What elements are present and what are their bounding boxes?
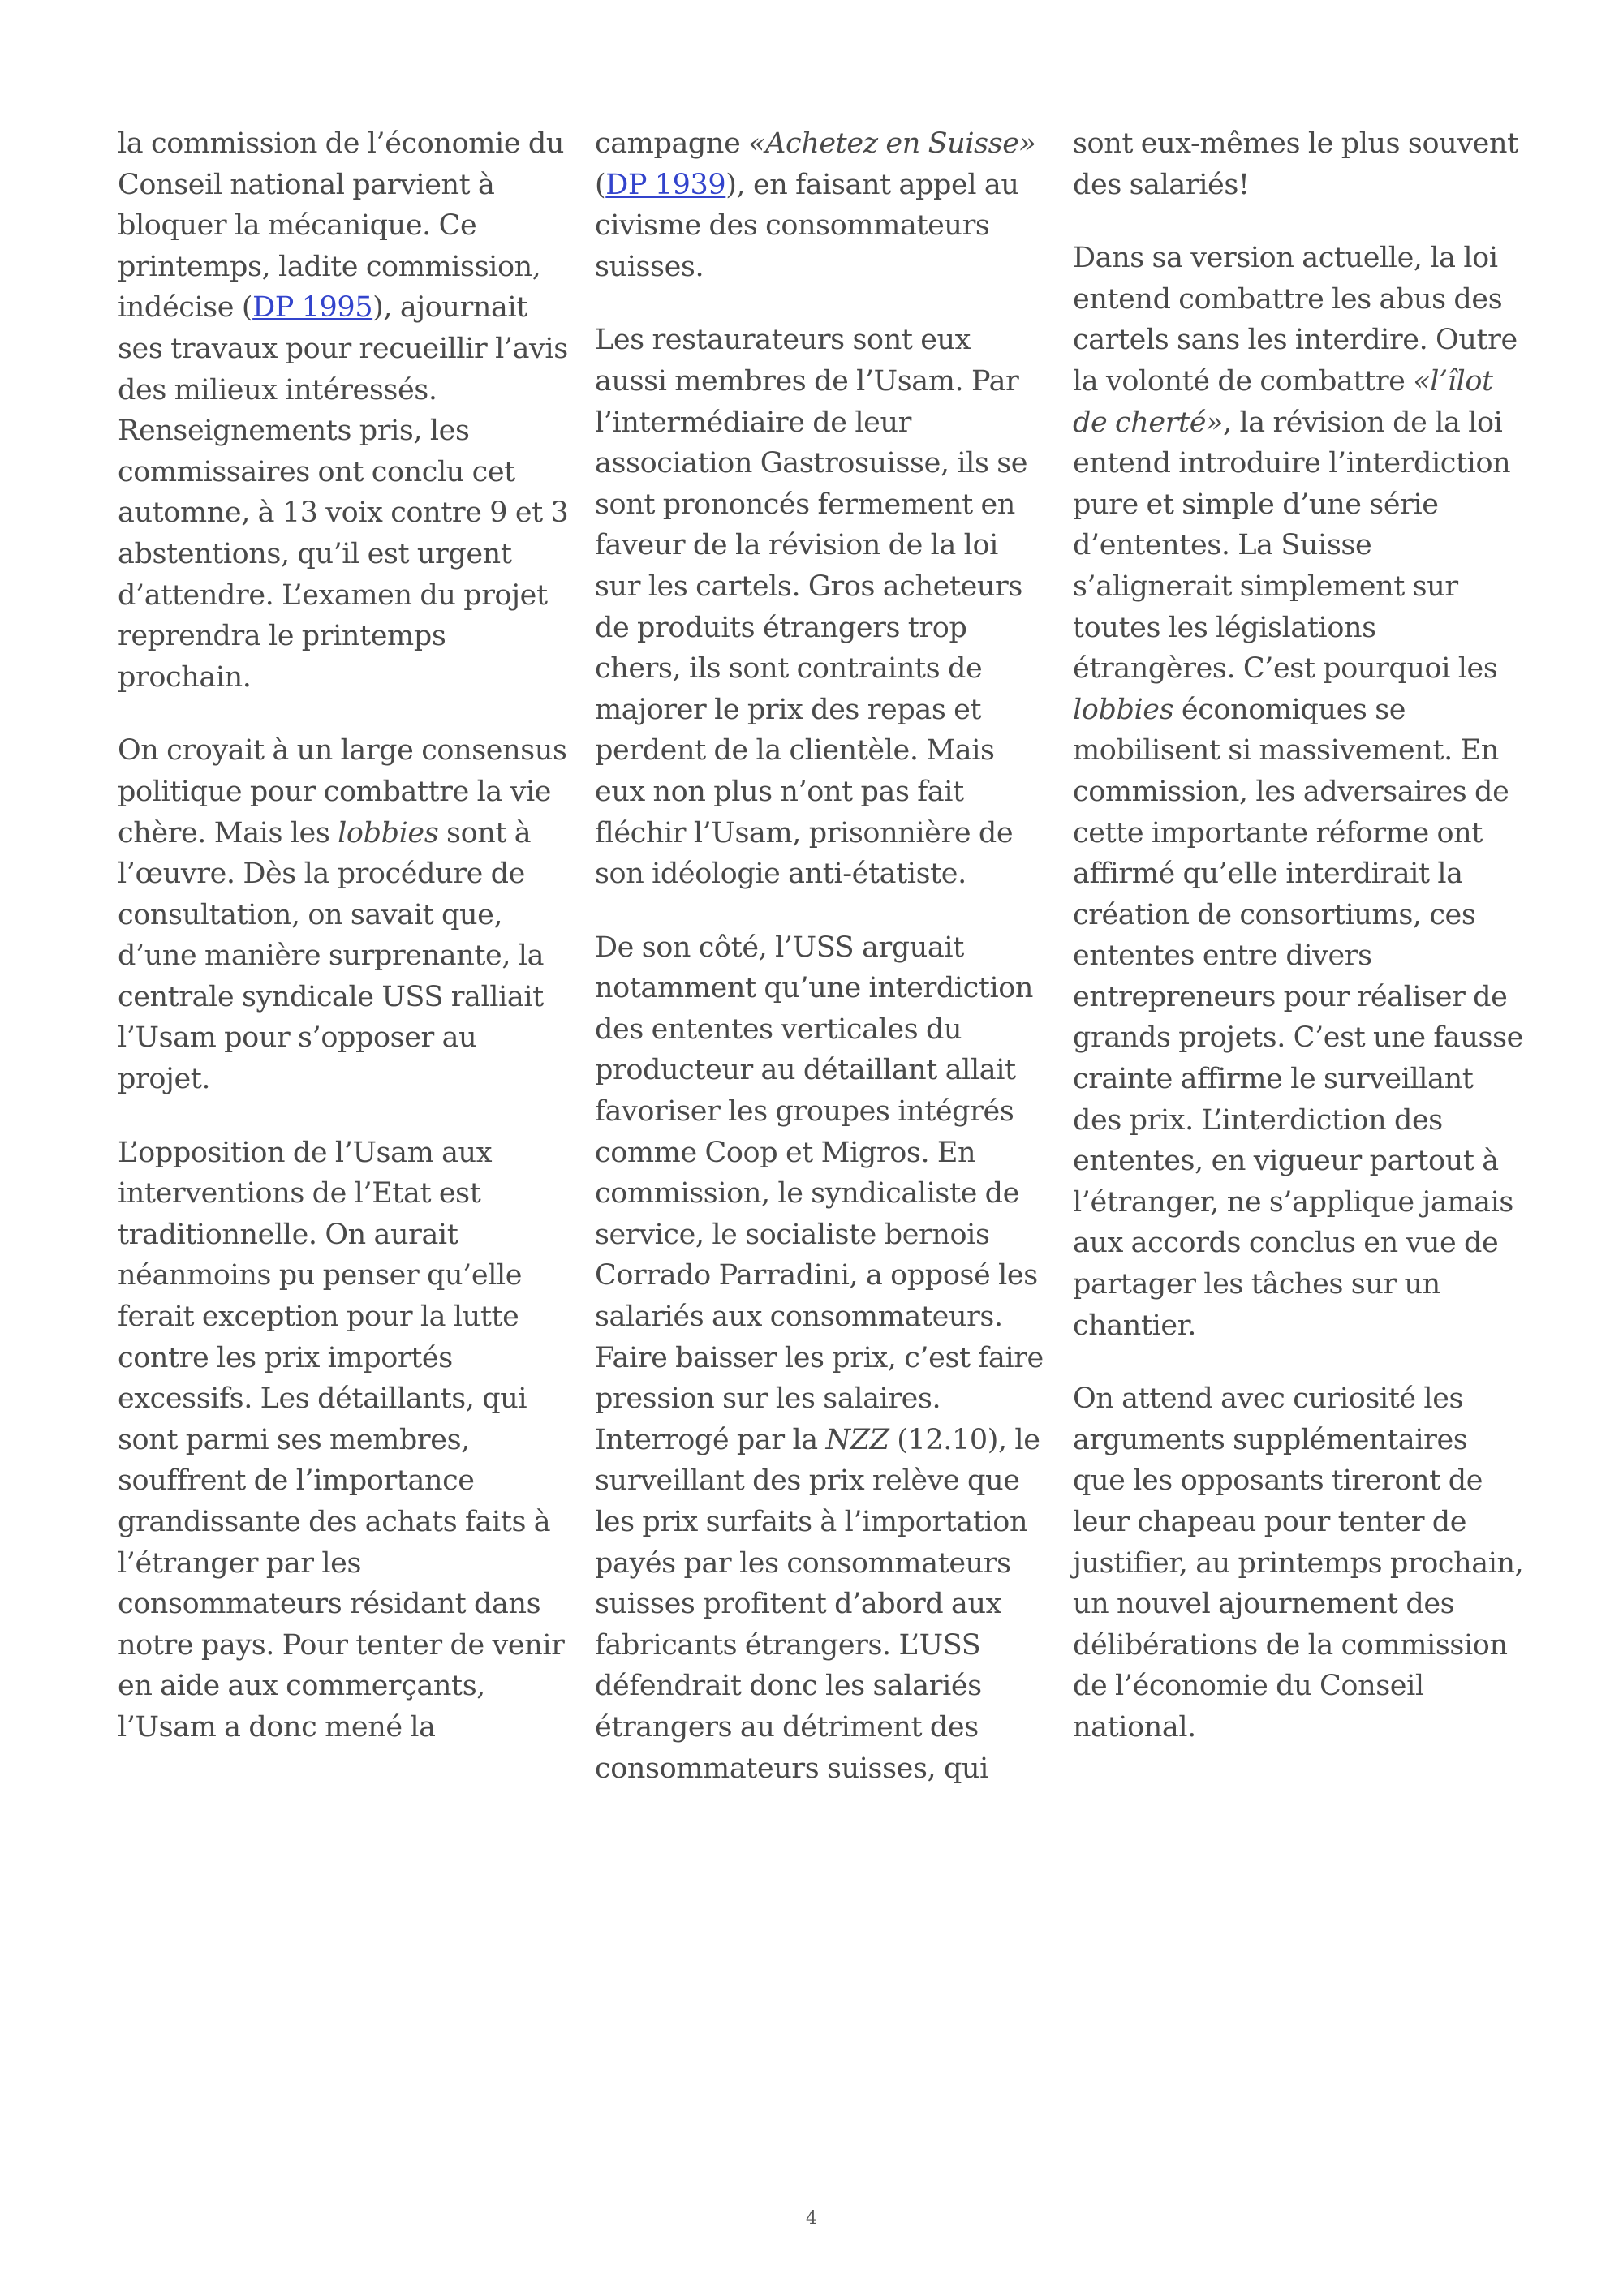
reference-link-dp-1995[interactable]: DP 1995 [252,291,373,325]
text-run: De son côté, l’USS arguait notamment qu’une interdiction des ententes verticales du producteur au détaillant allait favoriser les groupes intégrés comme Coop et Migros. En commission, le syndicaliste de service, le socialiste bernois Corrado Parradini, a opposé les salariés aux consommateurs. Faire baisser les prix, c’est faire pression sur les salaires. Interrogé par la [595,931,1044,1456]
text-run: On croyait à un large consensus politique pour combattre la vie chère. Mais les [118,734,567,849]
text-run: la commission de l’économie du Conseil national parvient à bloquer la mécanique. Ce printemps, ladite commission, indécise ( [118,127,565,325]
paragraph [118,730,572,1099]
text-run: ), ajournait ses travaux pour recueillir l’avis des milieux intéressés. Renseignements pris, les commissaires ont conclu cet automne, à 13 voix contre 9 et 3 abstentions, qu’il est urgent d’attendre. L’examen du projet reprendra le printemps prochain. [118,291,569,694]
paragraph: On attend avec curiosité les arguments supplémentaires que les opposants tireront de leur chapeau pour tenter de justifier, au printemps prochain, un nouvel ajournement des délibérations de la commission de l’économie du Conseil national. [1073,1382,1524,1743]
text-run: ( [595,168,606,201]
text-column-3 [1073,123,1527,1748]
paragraph [1073,238,1527,1346]
text-run: , la révision de la loi entend introduire l’interdiction pure et simple d’une série d’ententes. La Suisse s’alignerait simplement sur toutes les législations étrangères. C’est pourquoi les [1073,406,1511,686]
italic-quote: «l’îlot de cherté» [1073,364,1493,439]
text-run: sont à l’œuvre. Dès la procédure de consultation, on savait que, d’une manière surprenante, la centrale syndicale USS ralliait l’Usam pour s’opposer au projet. [118,816,545,1096]
text-run: Dans sa version actuelle, la loi entend combattre les abus des cartels sans les interdire. Outre la volonté de combattre [1073,242,1518,398]
text-column-2 [595,123,1049,1789]
italic-quote: «Achetez en Suisse» [748,127,1036,160]
paragraph: L’opposition de l’Usam aux interventions de l’Etat est traditionnelle. On aurait néanmoins pu penser qu’elle ferait exception pour la lutte contre les prix importés excessifs. Les détaillants, qui sont parmi ses membres, souffrent de l’importance grandissante des achats faits à l’étranger par les consommateurs résidant dans notre pays. Pour tenter de venir en aide aux commerçants, l’Usam a donc mené la [118,1136,565,1743]
text-run: ), en faisant appel au civisme des consommateurs suisses. [595,168,1019,283]
text-run: économiques se mobilisent si massivement. En commission, les adversaires de cette importante réforme ont affirmé qu’elle interdirait la création de consortiums, ces ententes entre divers entrepreneurs pour réaliser de grands projets. C’est une fausse crainte affirme le surveillant des prix. L’interdiction des ententes, en vigueur partout à l’étranger, ne s’applique jamais aux accords conclus en vue de partager les tâches sur un chantier. [1073,693,1523,1342]
text-run: (12.10), le surveillant des prix relève que les prix surfaits à l’importation payés par les consommateurs suisses profitent d’abord aux fabricants étrangers. L’USS défendrait donc les salariés étrangers au détriment des consommateurs suisses, qui [595,1423,1040,1785]
paragraph [118,123,572,698]
text-column-1 [118,123,572,1748]
page-number: 4 [806,2208,817,2229]
italic-term: lobbies [1073,693,1174,726]
paragraph [595,927,1049,1789]
italic-publication: NZZ [825,1423,889,1456]
reference-link-dp-1939[interactable]: DP 1939 [605,168,726,201]
italic-term: lobbies [338,816,439,849]
text-run: campagne [595,127,749,160]
paragraph: Les restaurateurs sont eux aussi membres de l’Usam. Par l’intermédiaire de leur association Gastrosuisse, ils se sont prononcés fermement en faveur de la révision de la loi sur les cartels. Gros acheteurs de produits étrangers trop chers, ils sont contraints de majorer le prix des repas et perdent de la clientèle. Mais eux non plus n’ont pas fait fléchir l’Usam, prisonnière de son idéologie anti-étatiste. [595,324,1028,891]
paragraph: sont eux-mêmes le plus souvent des salariés! [1073,127,1518,201]
paragraph [595,123,1049,287]
